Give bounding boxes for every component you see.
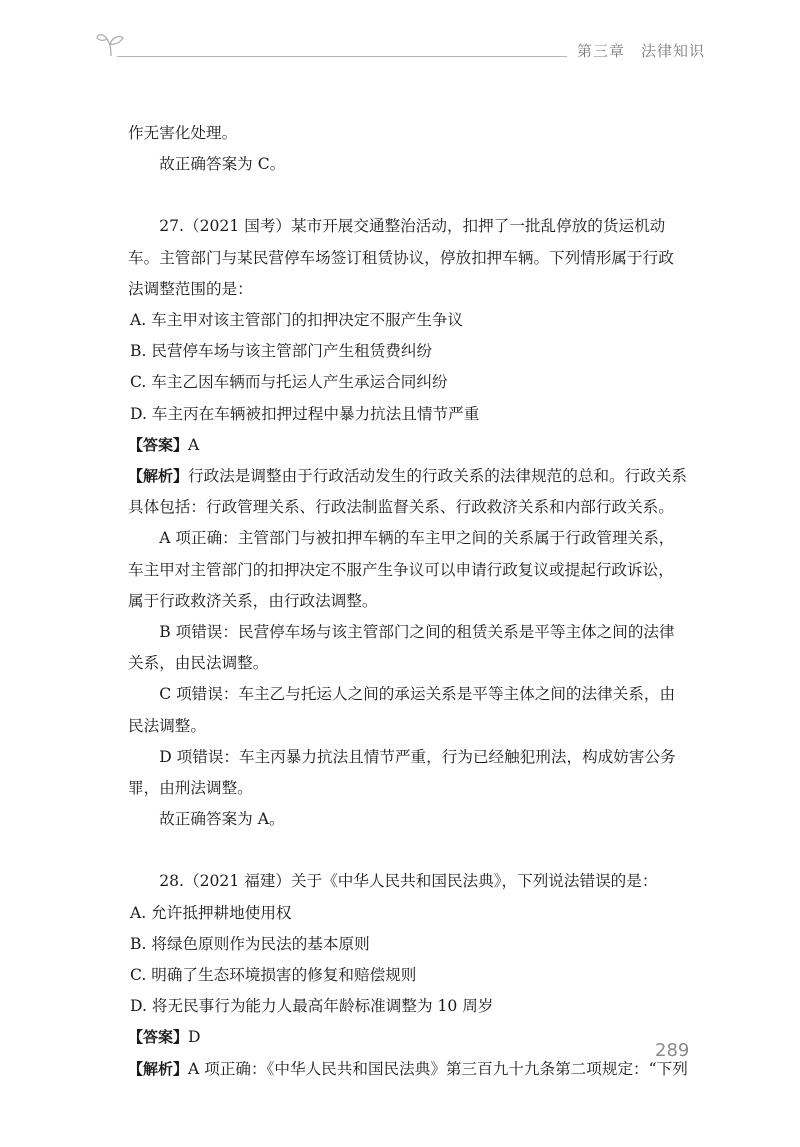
chapter-title: 第三章 法律知识 bbox=[576, 42, 705, 60]
page-number: 289 bbox=[655, 1040, 690, 1061]
sprout-icon bbox=[95, 30, 129, 58]
q28-option-b: B. 将绿色原则作为民法的基本原则 bbox=[130, 934, 370, 953]
q27-explanation-c: C 项错误：车主乙与托运人之间的承运关系是平等主体之间的法律关系，由民法调整。 bbox=[128, 685, 676, 735]
q28-analysis bbox=[128, 1054, 688, 1085]
answer-value: A bbox=[188, 435, 200, 454]
q27-analysis bbox=[128, 461, 688, 523]
analysis-tag: 【解析】 bbox=[128, 1059, 189, 1078]
q28-option-c: C. 明确了生态环境损害的修复和赔偿规则 bbox=[130, 966, 417, 985]
prev-conclusion: 故正确答案为 C。 bbox=[159, 155, 286, 174]
analysis-text: A 项正确：《中华人民共和国民法典》第三百九十九条第二项规定：“下列 bbox=[188, 1059, 688, 1078]
question-27-stem: 27.（2021 国考）某市开展交通整治活动，扣押了一批乱停放的货运机动车。主管部门与某民营停车场签订租赁协议，停放扣押车辆。下列情形属于行政法调整范围的是： bbox=[128, 217, 674, 298]
prev-answer-tail: 作无害化处理。 bbox=[128, 124, 238, 142]
answer-tag: 【答案】 bbox=[128, 1028, 189, 1047]
header-rule bbox=[117, 56, 567, 57]
analysis-tag: 【解析】 bbox=[128, 467, 189, 486]
q27-option-a: A. 车主甲对该主管部门的扣押决定不服产生争议 bbox=[130, 311, 464, 330]
question-28-stem: 28.（2021 福建）关于《中华人民共和国民法典》，下列说法错误的是： bbox=[159, 872, 658, 891]
spacer bbox=[128, 835, 688, 866]
q27-option-d: D. 车主丙在车辆被扣押过程中暴力抗法且情节严重 bbox=[130, 404, 480, 423]
q28-option-d: D. 将无民事行为能力人最高年龄标准调整为 10 周岁 bbox=[130, 997, 494, 1016]
answer-value: D bbox=[188, 1028, 201, 1047]
q27-explanation-d: D 项错误：车主丙暴力抗法且情节严重，行为已经触犯刑法，构成妨害公务罪，由刑法调整。 bbox=[128, 747, 676, 798]
q27-conclusion: 故正确答案为 A。 bbox=[159, 810, 285, 829]
q28-answer bbox=[128, 1022, 688, 1053]
running-header bbox=[95, 28, 705, 68]
q27-option-c: C. 车主乙因车辆而与托运人产生承运合同纠纷 bbox=[130, 373, 448, 392]
q27-explanation-b: B 项错误：民营停车场与该主管部门之间的租赁关系是平等主体之间的法律关系，由民法调整。 bbox=[128, 623, 675, 673]
q27-explanation-a: A 项正确：主管部门与被扣押车辆的车主甲之间的关系属于行政管理关系，车主甲对主管部门的扣押决定不服产生争议可以申请行政复议或提起行政诉讼，属于行政救济关系，由行政法调整。 bbox=[128, 529, 675, 610]
page-body bbox=[128, 118, 688, 1085]
q27-answer bbox=[128, 430, 688, 461]
q28-option-a: A. 允许抵押耕地使用权 bbox=[130, 903, 292, 922]
analysis-text: 行政法是调整由于行政活动发生的行政关系的法律规范的总和。行政关系具体包括：行政管理关系、行政法制监督关系、行政救济关系和内部行政关系。 bbox=[128, 467, 688, 517]
answer-tag: 【答案】 bbox=[128, 435, 189, 454]
spacer bbox=[128, 180, 688, 211]
q27-option-b: B. 民营停车场与该主管部门产生租赁费纠纷 bbox=[130, 342, 433, 361]
